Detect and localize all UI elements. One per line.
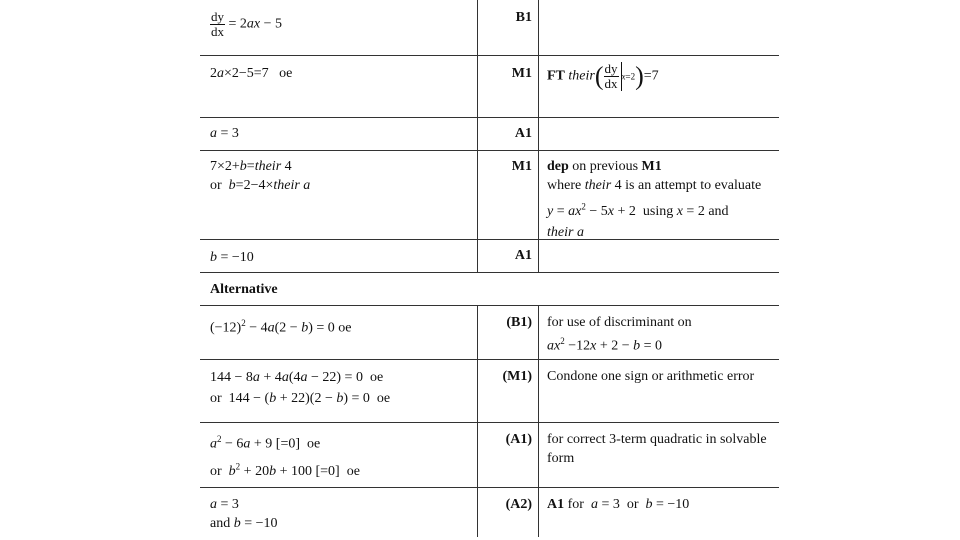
working-cell: 7×2+b=their 4 or b=2−4×their a <box>210 159 311 193</box>
row-divider <box>200 422 779 423</box>
mark-scheme-table <box>200 0 779 537</box>
mark-cell: (A2) <box>505 497 532 512</box>
column-divider <box>538 0 539 272</box>
guidance-cell: for correct 3-term quadratic in solvable form <box>547 432 767 466</box>
row-divider <box>200 55 779 56</box>
column-divider <box>477 0 478 272</box>
mark-cell: M1 <box>511 159 532 174</box>
mark-cell: (A1) <box>505 432 532 447</box>
mark-cell: M1 <box>511 66 532 81</box>
working-cell: $a^2 - 6a + 9$ [=0] oe or $b^2 + 20b + 100$ [=0] oe <box>210 434 360 480</box>
row-divider <box>200 359 779 360</box>
row-divider <box>200 272 779 273</box>
working-cell: 144 − 8a + 4a(4a − 22) = 0 oe or 144 − (b + 22)(2 − b) = 0 oe <box>210 370 391 406</box>
row-divider <box>200 305 779 306</box>
working-cell: $(-12)^2 - 4a(2 - b) = 0$ oe <box>210 318 352 336</box>
mark-cell: (M1) <box>502 369 532 384</box>
working-cell: b = −10 <box>210 250 254 265</box>
guidance-cell: Condone one sign or arithmetic error <box>547 369 755 384</box>
guidance-cell: FT their( $\frac{dy}{dx}$ x=2)=7 <box>547 61 659 91</box>
working-cell: 2a×2−5=7 oe <box>210 66 293 81</box>
working-cell: a = 3 and b = −10 <box>210 497 278 531</box>
row-divider <box>200 117 779 118</box>
mark-cell: A1 <box>514 248 532 263</box>
mark-cell: A1 <box>514 126 532 141</box>
column-divider <box>477 305 478 537</box>
guidance-cell: for use of discriminant on $ax^2 -12x + 2 - b = 0$ <box>547 315 692 354</box>
mark-cell: B1 <box>515 10 532 25</box>
row-divider <box>200 487 779 488</box>
guidance-cell: dep on previous M1 where their 4 is an attempt to evaluate $y = ax^2 - 5x + 2$ using x = 2 and their a <box>547 159 762 240</box>
row-divider <box>200 150 779 151</box>
mark-cell: (B1) <box>506 315 532 330</box>
guidance-cell: A1 for a = 3 or b = −10 <box>547 497 690 512</box>
column-divider <box>538 305 539 537</box>
working-cell: a = 3 <box>210 126 239 141</box>
section-heading: Alternative <box>210 282 278 297</box>
working-cell: $\frac{dy}{dx}$ = 2ax − 5 <box>211 9 283 39</box>
